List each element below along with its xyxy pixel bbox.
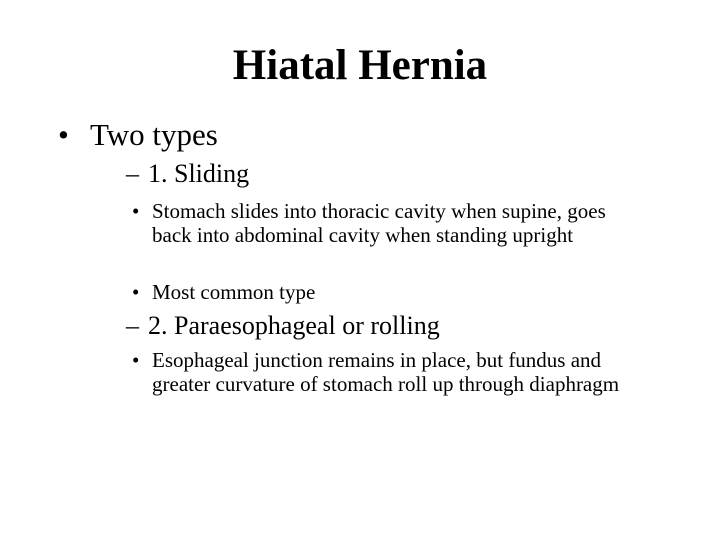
subheading-sliding <box>126 158 249 190</box>
list-item-text: Most common type <box>152 280 316 304</box>
list-item-text: Esophageal junction remains in place, but fundus and greater curvature of stomach roll up through diaphragm <box>152 348 620 396</box>
slide-title: Hiatal Hernia <box>232 42 488 89</box>
list-item-text: Stomach slides into thoracic cavity when supine, goes back into abdominal cavity when standing upright <box>152 199 606 247</box>
dash-marker: – <box>126 159 139 188</box>
subheading-text: 2. Paraesophageal or rolling <box>148 311 440 340</box>
list-item <box>132 348 632 396</box>
bullet-text: Two types <box>90 117 218 152</box>
dash-marker: – <box>126 311 139 340</box>
bullet-two-types <box>58 116 218 154</box>
bullet-marker: • <box>132 348 140 372</box>
bullet-marker: • <box>132 280 140 304</box>
subheading-paraesophageal <box>126 310 440 342</box>
bullet-marker: • <box>132 199 140 223</box>
list-item <box>132 199 632 247</box>
subheading-text: 1. Sliding <box>148 159 250 188</box>
bullet-marker: • <box>58 117 69 152</box>
list-item <box>132 280 632 304</box>
